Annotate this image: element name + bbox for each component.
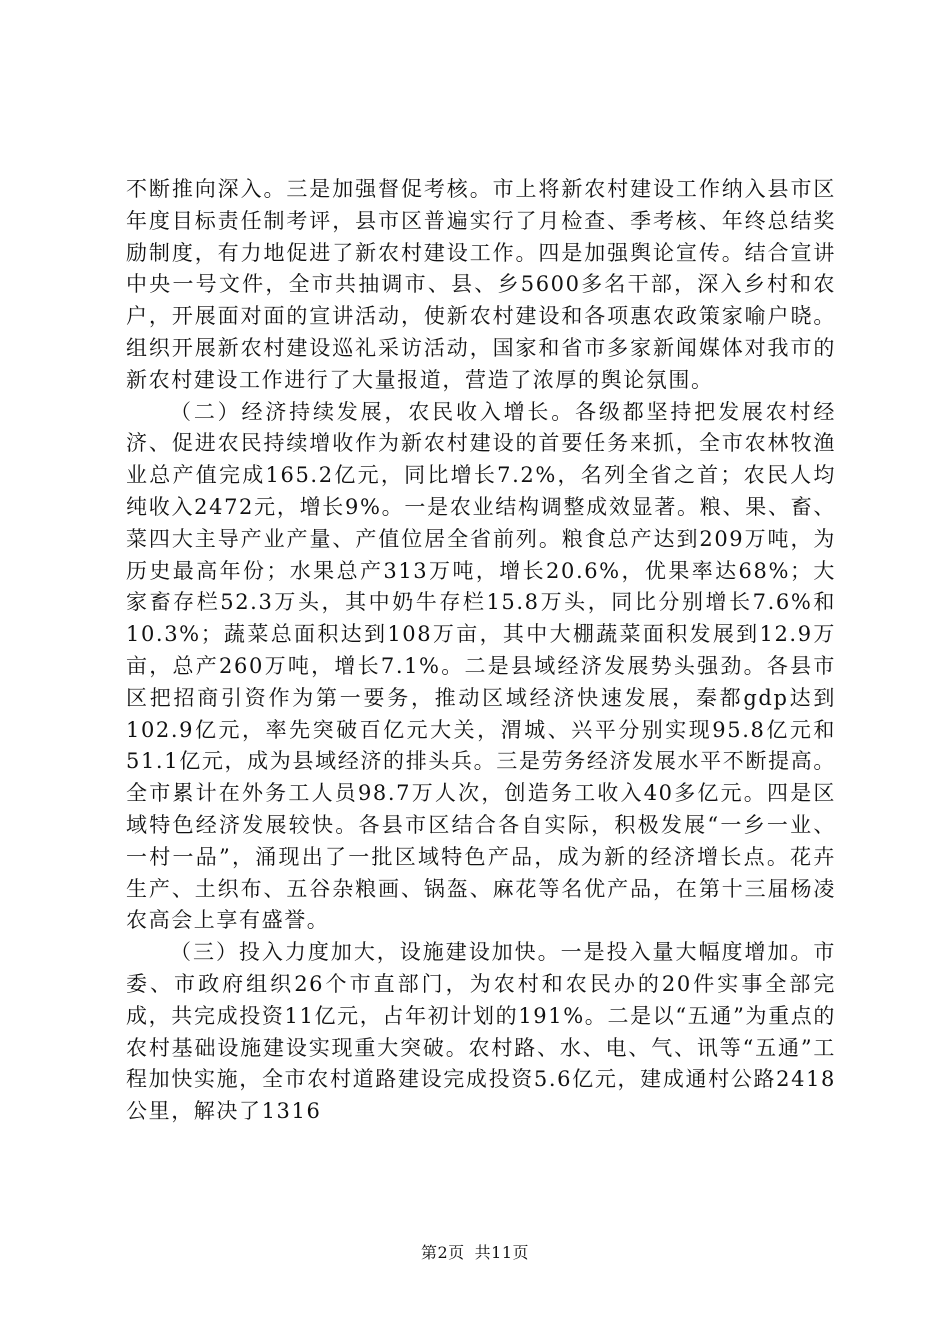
- page-footer: [0, 1240, 950, 1263]
- document-body: [126, 174, 836, 1128]
- page-number: 第2页: [420, 1243, 465, 1262]
- page-total: 共11页: [474, 1243, 530, 1262]
- paragraph-continuation: 不断推向深入。三是加强督促考核。市上将新农村建设工作纳入县市区年度目标责任制考评，县市区普遍实行了月检查、季考核、年终总结奖励制度，有力地促进了新农村建设工作。四是加强舆论宣传。结合宣讲中央一号文件，全市共抽调市、县、乡5600多名干部，深入乡村和农户，开展面对面的宣讲活动，使新农村建设和各项惠农政策家喻户晓。组织开展新农村建设巡礼采访活动，国家和省市多家新闻媒体对我市的新农村建设工作进行了大量报道，营造了浓厚的舆论氛围。: [126, 177, 836, 392]
- paragraph-economy: （二）经济持续发展，农民收入增长。各级都坚持把发展农村经济、促进农民持续增收作为新农村建设的首要任务来抓，全市农林牧渔业总产值完成165.2亿元，同比增长7.2%，名列全省之首；农民人均纯收入2472元，增长9%。一是农业结构调整成效显著。粮、果、畜、菜四大主导产业产量、产值位居全省前列。粮食总产达到209万吨，为历史最高年份；水果总产313万吨，增长20.6%，优果率达68%；大家畜存栏52.3万头，其中奶牛存栏15.8万头，同比分别增长7.6%和10.3%；蔬菜总面积达到108万亩，其中大棚蔬菜面积发展到12.9万亩，总产260万吨，增长7.1%。二是县域经济发展势头强劲。各县市区把招商引资作为第一要务，推动区域经济快速发展，秦都gdp达到102.9亿元，率先突破百亿元大关，渭城、兴平分别实现95.8亿元和51.1亿元，成为县域经济的排头兵。三是劳务经济发展水平不断提高。全市累计在外务工人员98.7万人次，创造务工收入40多亿元。四是区域特色经济发展较快。各县市区结合各自实际，积极发展“一乡一业、一村一品”，涌现出了一批区域特色产品，成为新的经济增长点。花卉生产、土织布、五谷杂粮画、锅盔、麻花等名优产品，在第十三届杨凌农高会上享有盛誉。: [126, 399, 836, 933]
- paragraph-investment: （三）投入力度加大，设施建设加快。一是投入量大幅度增加。市委、市政府组织26个市直部门，为农村和农民办的20件实事全部完成，共完成投资11亿元，占年初计划的191%。二是以“五通”为重点的农村基础设施建设实现重大突破。农村路、水、电、气、讯等“五通”工程加快实施，全市农村道路建设完成投资5.6亿元，建成通村公路2418公里，解决了1316: [126, 940, 836, 1124]
